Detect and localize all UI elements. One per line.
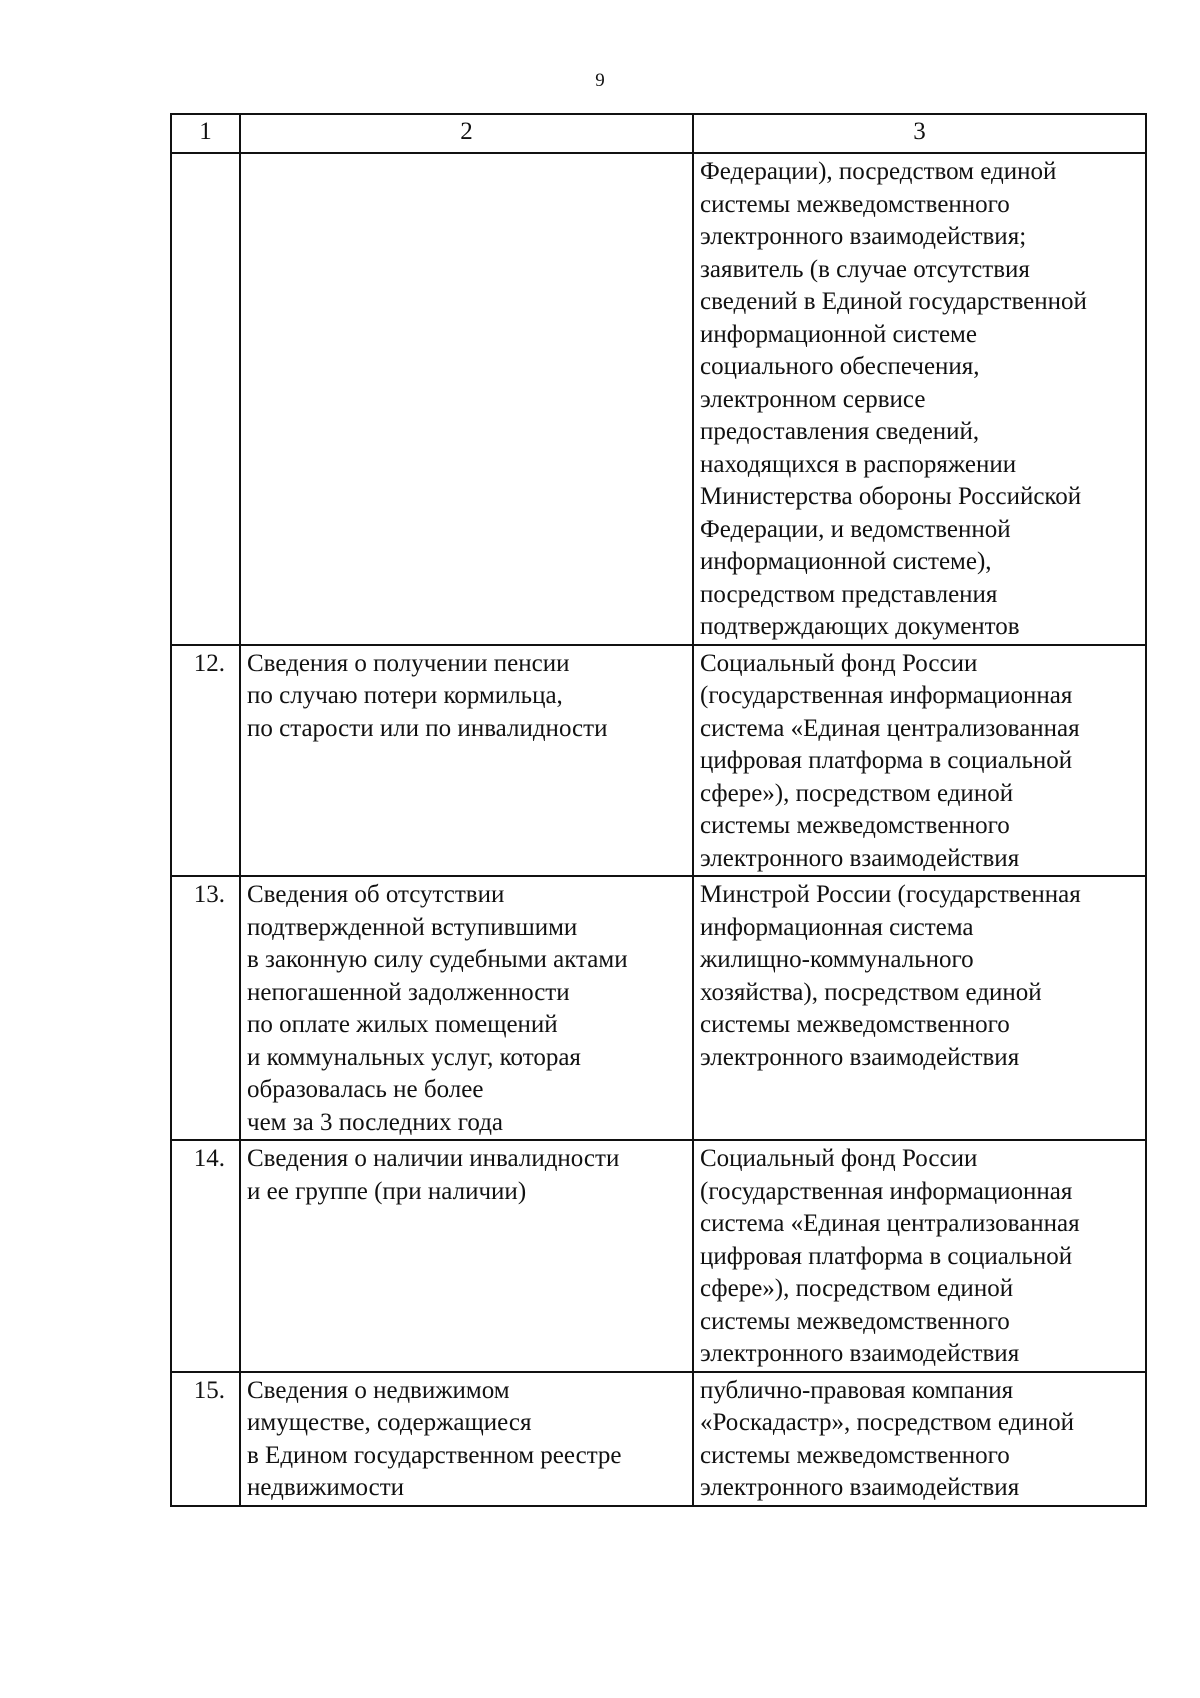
- text-line: Сведения о недвижимом: [247, 1376, 510, 1404]
- source-cell: [693, 1372, 1146, 1506]
- description-cell: [240, 876, 693, 1140]
- text-line: системы межведомственного: [700, 1441, 1010, 1469]
- table-row: [171, 153, 1146, 645]
- table-row: [171, 645, 1146, 877]
- text-line: хозяйства), посредством единой: [700, 978, 1042, 1006]
- text-line: системы межведомственного: [700, 190, 1010, 218]
- description-cell: [240, 1140, 693, 1372]
- text-line: образовалась не более: [247, 1076, 484, 1103]
- text-line: публично-правовая компания: [700, 1376, 1014, 1404]
- text-line: подтвержденной вступившими: [247, 913, 578, 941]
- text-line: электронного взаимодействия: [700, 1043, 1020, 1071]
- text-line: система «Единая централизованная: [700, 1210, 1080, 1237]
- page-number: 9: [595, 70, 605, 91]
- header-col-1: 1: [171, 114, 240, 153]
- header-col-3: 3: [693, 114, 1146, 153]
- text-line: Сведения о наличии инвалидности: [247, 1145, 620, 1172]
- text-line: Минстрой России (государственная: [700, 881, 1081, 908]
- table-header-row: [171, 114, 1146, 153]
- text-line: информационной системе: [700, 320, 977, 348]
- text-line: Социальный фонд России: [700, 649, 978, 677]
- text-line: и ее группе (при наличии): [247, 1177, 527, 1205]
- source-cell: [693, 1140, 1146, 1372]
- text-line: по оплате жилых помещений: [247, 1011, 558, 1038]
- text-line: система «Единая централизованная: [700, 714, 1080, 742]
- text-line: электронного взаимодействия;: [700, 223, 1027, 250]
- text-line: Сведения об отсутствии: [247, 881, 505, 908]
- source-cell: [693, 153, 1146, 645]
- text-line: жилищно-коммунального: [700, 946, 974, 973]
- text-line: цифровая платформа в социальной: [700, 1242, 1073, 1270]
- text-line: предоставления сведений,: [700, 418, 980, 445]
- description-cell: [240, 645, 693, 877]
- text-line: по старости или по инвалидности: [247, 714, 608, 742]
- text-line: Федерации, и ведомственной: [700, 515, 1011, 543]
- text-line: «Роскадастр», посредством единой: [700, 1409, 1074, 1436]
- text-line: Социальный фонд России: [700, 1145, 978, 1172]
- text-line: электронного взаимодействия: [700, 844, 1020, 872]
- text-line: непогашенной задолженности: [247, 978, 570, 1006]
- text-line: находящихся в распоряжении: [700, 450, 1017, 478]
- text-line: недвижимости: [247, 1474, 405, 1501]
- source-cell: [693, 645, 1146, 877]
- text-line: системы межведомственного: [700, 1307, 1010, 1335]
- text-line: посредством представления: [700, 580, 998, 608]
- table-row: [171, 1140, 1146, 1372]
- description-cell: [240, 1372, 693, 1506]
- text-line: имуществе, содержащиеся: [247, 1409, 532, 1436]
- text-line: Сведения о получении пенсии: [247, 649, 570, 677]
- text-line: по случаю потери кормильца,: [247, 682, 563, 709]
- text-line: системы межведомственного: [700, 812, 1010, 839]
- text-line: Федерации), посредством единой: [700, 158, 1057, 185]
- text-line: подтверждающих документов: [700, 613, 1020, 640]
- text-line: в Едином государственном реестре: [247, 1441, 622, 1469]
- text-line: социального обеспечения,: [700, 353, 980, 380]
- text-line: сфере»), посредством единой: [700, 779, 1014, 807]
- text-line: информационной системе),: [700, 548, 992, 575]
- text-line: в законную силу судебными актами: [247, 946, 628, 973]
- table-row: [171, 876, 1146, 1140]
- text-line: заявитель (в случае отсутствия: [700, 255, 1030, 283]
- text-line: системы межведомственного: [700, 1011, 1010, 1038]
- row-number-cell: 12.: [171, 645, 240, 877]
- text-line: (государственная информационная: [700, 1177, 1073, 1205]
- document-table: [170, 113, 1147, 1507]
- row-number-cell: 13.: [171, 876, 240, 1140]
- text-line: информационная система: [700, 913, 974, 941]
- text-line: чем за 3 последних года: [247, 1108, 504, 1136]
- text-line: цифровая платформа в социальной: [700, 747, 1073, 774]
- text-line: (государственная информационная: [700, 682, 1073, 709]
- description-cell: [240, 153, 693, 645]
- text-line: Министерства обороны Российской: [700, 483, 1082, 510]
- row-number-cell: [171, 153, 240, 645]
- text-line: сфере»), посредством единой: [700, 1275, 1014, 1302]
- header-col-2: 2: [240, 114, 693, 153]
- text-line: и коммунальных услуг, которая: [247, 1043, 581, 1071]
- text-line: электронном сервисе: [700, 385, 926, 413]
- row-number-cell: 15.: [171, 1372, 240, 1506]
- row-number-cell: 14.: [171, 1140, 240, 1372]
- text-line: электронного взаимодействия: [700, 1474, 1020, 1501]
- table-row: [171, 1372, 1146, 1506]
- text-line: сведений в Единой государственной: [700, 288, 1087, 315]
- text-line: электронного взаимодействия: [700, 1340, 1020, 1367]
- source-cell: [693, 876, 1146, 1140]
